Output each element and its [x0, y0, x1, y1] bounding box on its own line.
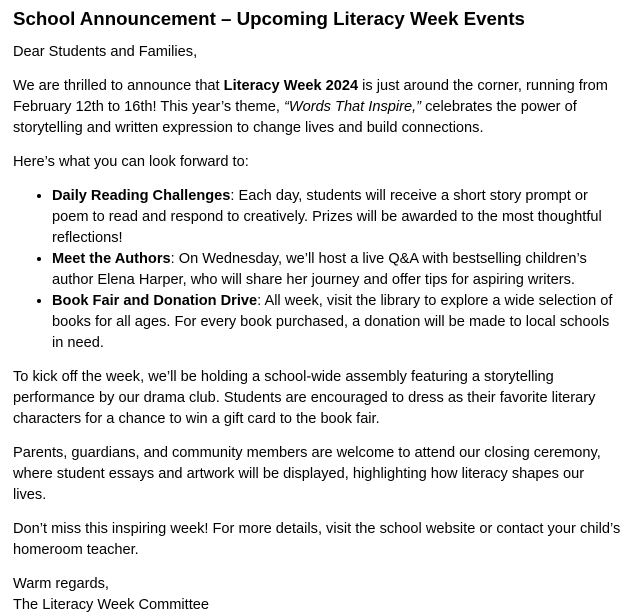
- list-item: [52, 186, 621, 249]
- text-run: Dear Students and Families,: [13, 44, 198, 60]
- bold-text: Book Fair and Donation Drive: [52, 293, 258, 309]
- text-run: Warm regards,: [13, 576, 109, 592]
- paragraph: [13, 42, 621, 63]
- paragraph: [13, 443, 621, 506]
- paragraph: [13, 519, 621, 561]
- text-run: Parents, guardians, and community members are welcome to attend our closing ceremony, where student essays and artwork will be displayed, highlighting how literacy shapes our lives.: [13, 445, 601, 503]
- text-run: Don’t miss this inspiring week! For more details, visit the school website or contact your child’s homeroom teacher.: [13, 521, 621, 558]
- list-item: [52, 291, 621, 354]
- text-run: We are thrilled to announce that: [13, 78, 224, 94]
- text-run: : All week, visit the library to explore a wide selection of books for all ages. For every book purchased, a donation will be made to local schools in need.: [52, 293, 613, 351]
- paragraph: [13, 76, 621, 139]
- paragraph: [13, 152, 621, 173]
- bold-text: Daily Reading Challenges: [52, 188, 231, 204]
- bold-text: Meet the Authors: [52, 251, 171, 267]
- italic-text: “Words That Inspire,”: [283, 99, 422, 115]
- text-run: To kick off the week, we’ll be holding a school-wide assembly featuring a storytelling performance by our drama club. Students are encouraged to dress as their favorite literary characters for a chance to win a gift card to the book fair.: [13, 369, 596, 427]
- text-run: : On Wednesday, we’ll host a live Q&A with bestselling children’s author Elena Harper, who will share her journey and offer tips for aspiring writers.: [52, 251, 587, 288]
- list-item: [52, 249, 621, 291]
- text-run: celebrates the power of storytelling and written expression to change lives and build connections.: [13, 99, 577, 136]
- document-body: [13, 42, 621, 616]
- paragraph: [13, 574, 621, 616]
- event-list: [13, 186, 621, 354]
- text-run: is just around the corner, running from February 12th to 16th! This year’s theme,: [13, 78, 608, 115]
- text-run: Here’s what you can look forward to:: [13, 154, 249, 170]
- paragraph: [13, 367, 621, 430]
- text-run: The Literacy Week Committee: [13, 597, 210, 613]
- bold-text: Literacy Week 2024: [223, 78, 359, 94]
- text-run: : Each day, students will receive a short story prompt or poem to read and respond to creatively. Prizes will be awarded to the most thoughtful reflections!: [52, 188, 602, 246]
- document-title: School Announcement – Upcoming Literacy Week Events: [13, 8, 525, 29]
